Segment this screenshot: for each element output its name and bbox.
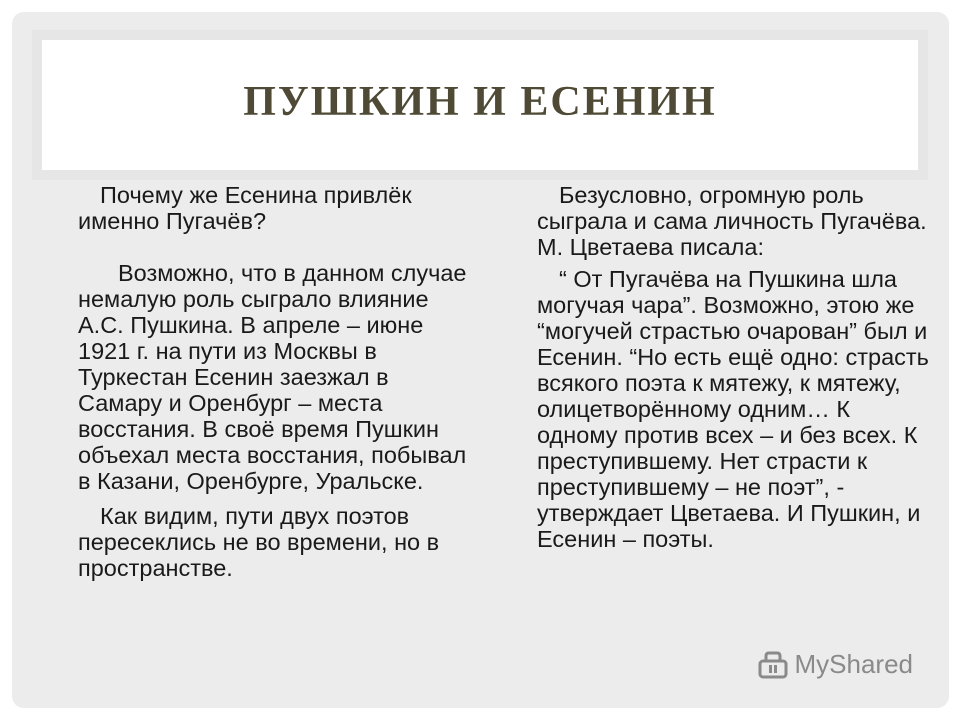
- right-paragraph-1: Безусловно, огромную роль сыграла и сама личность Пугачёва. М. Цветаева писала:: [537, 182, 927, 260]
- right-column: [537, 182, 937, 552]
- left-paragraph-1: Почему же Есенина привлёк именно Пугачёв?: [78, 182, 412, 234]
- title-box: [32, 30, 928, 180]
- watermark: [757, 649, 914, 680]
- left-column: [78, 182, 478, 581]
- left-paragraph-3: Как видим, пути двух поэтов пересеклись не во времени, но в пространстве.: [78, 503, 440, 581]
- slide: [12, 12, 949, 708]
- watermark-text: MyShared: [794, 649, 913, 679]
- right-paragraph-2: “ От Пугачёва на Пушкина шла могучая чара”. Возможно, этою же “могучей страстью очарован” был и Есенин. “Но есть ещё одно: страсть всякого поэта к мятежу, к мятежу, олицетворённому одним… К одному против всех – и без всех. К преступившему. Нет страсти к преступившему – не поэт”, - утверждает Цветаева. И Пушкин, и Есенин – поэты.: [537, 266, 929, 552]
- left-paragraph-2: Возможно, что в данном случае немалую роль сыграло влияние А.С. Пушкина. В апреле – июне 1921 г. на пути из Москвы в Туркестан Есенин заезжал в Самару и Оренбург – места восстания. В своё время Пушкин объехал места восстания, побывал в Казани, Оренбурге, Уральске.: [78, 260, 467, 494]
- myshared-logo-icon: [757, 651, 789, 679]
- slide-title: ПУШКИН И ЕСЕНИН: [243, 79, 717, 125]
